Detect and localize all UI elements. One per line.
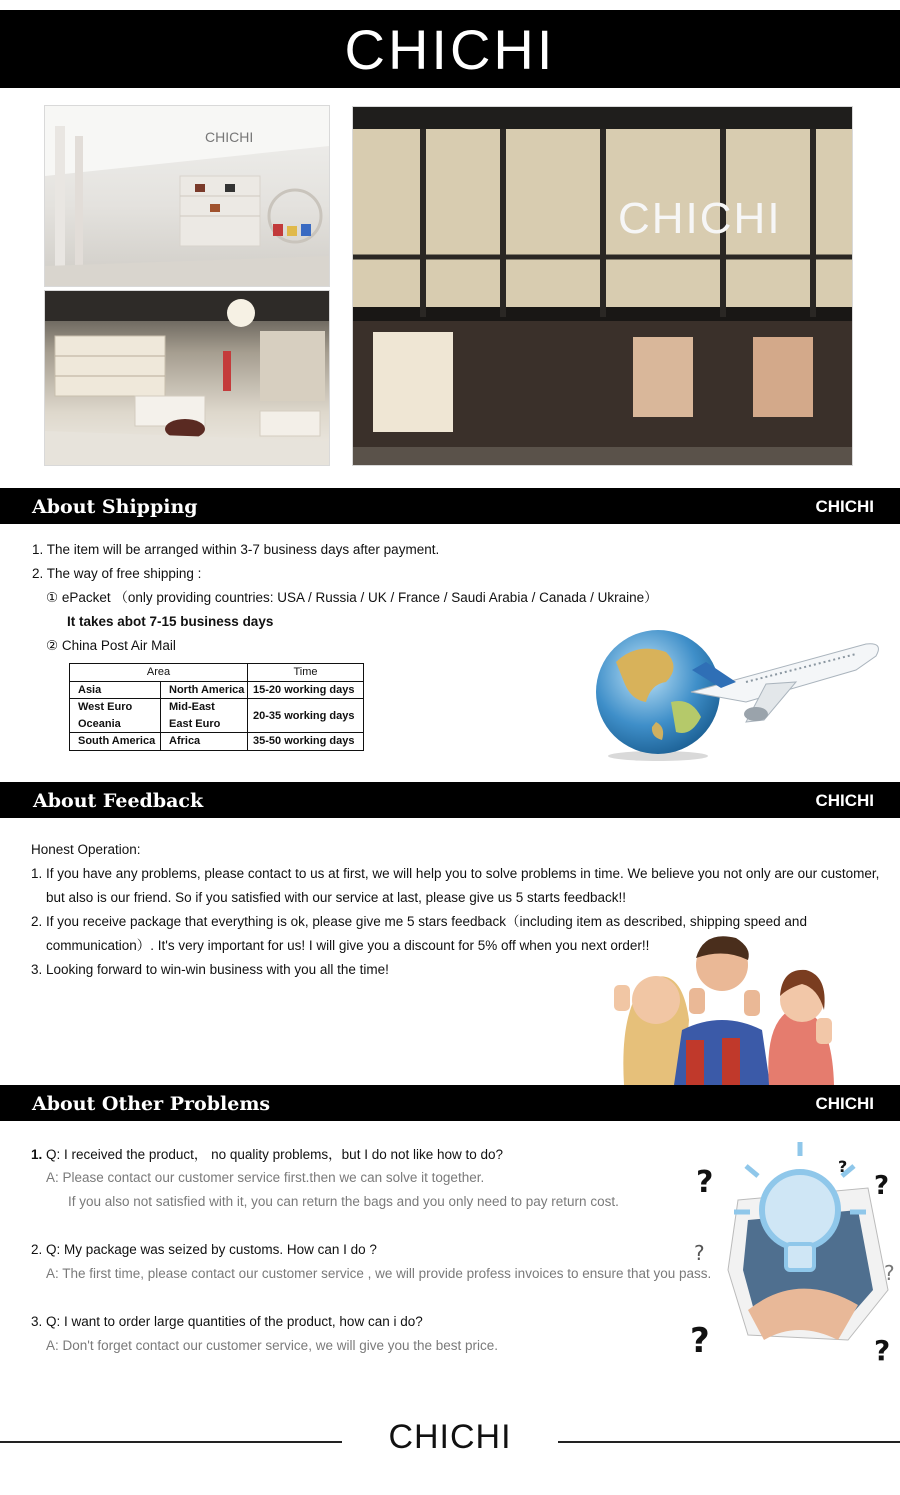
storefront-sign-text: CHICHI	[618, 194, 782, 243]
table-row	[70, 733, 364, 751]
table-cell: North America	[161, 681, 248, 699]
answer-3: A: Don't forget contact our customer service, we will give you the best price.	[46, 1338, 499, 1353]
shipping-line-4: It takes abot 7-15 business days	[67, 614, 274, 629]
table-row	[70, 699, 364, 716]
storefront-photo	[352, 106, 853, 466]
store-interior-photo	[44, 105, 330, 287]
lightbulb-question-image	[688, 1140, 900, 1376]
feedback-point-2b: communication）. It's very important for us! I will give you a discount for 5% off when you next order!!	[46, 938, 650, 953]
svg-text:?: ?	[696, 1165, 714, 1200]
shipping-line-5: ② China Post Air Mail	[46, 638, 176, 653]
question-2: 2. Q: My package was seized by customs. How can I do ?	[31, 1242, 377, 1257]
shipping-line-2: 2. The way of free shipping :	[32, 566, 202, 581]
shipping-time-table	[69, 663, 364, 751]
question-1	[31, 1143, 503, 1167]
svg-text:?: ?	[838, 1157, 848, 1176]
table-header-time: Time	[248, 664, 364, 682]
shipping-line-1: 1. The item will be arranged within 3-7 business days after payment.	[32, 542, 440, 557]
table-cell: 35-50 working days	[248, 733, 364, 751]
table-cell: Mid-East	[161, 699, 248, 716]
table-cell: East Euro	[161, 716, 248, 733]
table-cell: 20-35 working days	[248, 699, 364, 733]
feedback-point-3: 3. Looking forward to win-win business with you all the time!	[31, 962, 389, 977]
table-cell: Asia	[70, 681, 161, 699]
problems-section-brand: CHICHI	[815, 1094, 874, 1113]
footer-rule-left	[0, 1441, 342, 1443]
svg-text:?: ?	[874, 1171, 890, 1201]
shipping-section-brand: CHICHI	[815, 497, 874, 516]
shipping-section-title: About Shipping	[32, 496, 198, 518]
feedback-section-brand: CHICHI	[815, 791, 874, 810]
table-cell: South America	[70, 733, 161, 751]
feedback-section-title: About Feedback	[33, 790, 204, 812]
shipping-line-3: ① ePacket （only providing countries: USA / Russia / UK / France / Saudi Arabia / Canada / Ukraine）	[46, 590, 658, 605]
question-1-number: 1.	[31, 1147, 43, 1162]
feedback-intro: Honest Operation:	[31, 842, 141, 857]
table-cell: Oceania	[70, 716, 161, 733]
table-cell: Africa	[161, 733, 248, 751]
storefront-illustration	[353, 107, 852, 465]
footer-brand: CHICHI	[388, 1418, 512, 1456]
brand-title: CHICHI	[344, 18, 556, 81]
svg-text:?: ?	[874, 1334, 891, 1367]
svg-text:?: ?	[884, 1261, 895, 1285]
svg-text:?: ?	[690, 1321, 710, 1361]
feedback-point-1a: 1. If you have any problems, please contact to us at first, we will help you to solve problems in time. We believe you not only are our customer,	[31, 866, 880, 881]
globe-airplane-image	[596, 622, 886, 762]
store-sign-text: CHICHI	[205, 129, 254, 145]
table-cell: West Euro	[70, 699, 161, 716]
feedback-point-2a: 2. If you receive package that everything is ok, please give me 5 stars feedback（including item as described, shipping speed and	[31, 914, 807, 929]
answer-2: A: The first time, please contact our customer service , we will provide profess invoices to ensure that you pass.	[46, 1266, 712, 1281]
thumbs-up-people-image	[604, 930, 840, 1085]
table-cell: 15-20 working days	[248, 681, 364, 699]
question-1-text: Q: I received the product， no quality problems，but I do not like how to do?	[46, 1147, 504, 1162]
svg-text:?: ?	[694, 1241, 705, 1265]
boutique-interior-illustration	[45, 291, 329, 465]
answer-1a: A: Please contact our customer service first.then we can solve it together.	[46, 1170, 485, 1185]
footer-rule-right	[558, 1441, 900, 1443]
question-3: 3. Q: I want to order large quantities of the product, how can i do?	[31, 1314, 423, 1329]
table-row	[70, 681, 364, 699]
feedback-point-1b: but also is our friend. So if you satisfied with our service at last, please give us 5 starts feedback!!	[46, 890, 627, 905]
boutique-interior-photo	[44, 290, 330, 466]
table-header-area: Area	[70, 664, 248, 682]
store-interior-illustration	[45, 106, 329, 286]
problems-section-title: About Other Problems	[32, 1093, 271, 1115]
answer-1b: If you also not satisfied with it, you can return the bags and you only need to pay return cost.	[68, 1194, 619, 1209]
